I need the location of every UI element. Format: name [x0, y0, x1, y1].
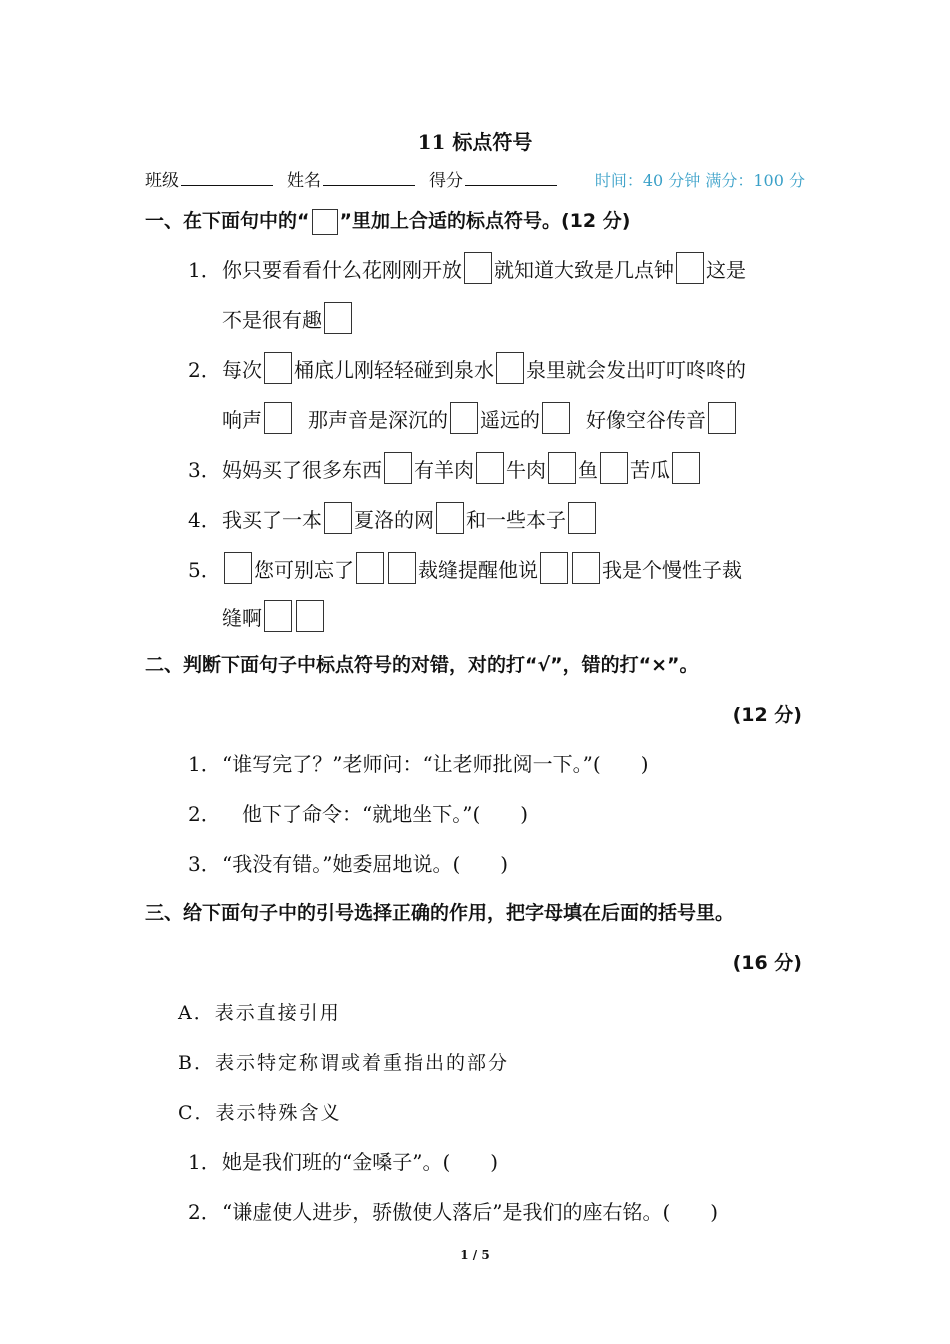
- q-text: 鱼: [578, 457, 598, 482]
- answer-box[interactable]: [264, 600, 292, 632]
- score-label: 得分: [429, 171, 463, 191]
- s2-item-2: [188, 798, 528, 827]
- s1-q1-line2: [222, 302, 354, 334]
- q-number: 1．: [188, 752, 221, 776]
- answer-box[interactable]: [464, 252, 492, 284]
- s1-q4-line: [188, 502, 598, 534]
- answer-box[interactable]: [600, 452, 628, 484]
- option-a: A．表示直接引用: [178, 1002, 341, 1024]
- answer-box[interactable]: [450, 402, 478, 434]
- s1-q2-line2: [222, 402, 738, 434]
- q-text: 每次: [222, 357, 262, 382]
- s1-q1-line1: [188, 252, 746, 284]
- name-blank[interactable]: [323, 184, 415, 186]
- q-text: 你只要看看什么花刚刚开放: [222, 257, 462, 282]
- answer-box[interactable]: [324, 302, 352, 334]
- q-text: 这是: [706, 257, 746, 282]
- q-number: 5．: [188, 557, 221, 582]
- q-number: 3．: [188, 852, 221, 876]
- q-text: 我是个慢性子裁: [602, 557, 742, 582]
- s1-q3-line: [188, 452, 702, 484]
- q-text: 裁缝提醒他说: [418, 557, 538, 582]
- q-text: 那声音是深沉的: [308, 407, 448, 432]
- s2-item-3: [188, 848, 508, 877]
- answer-box[interactable]: [264, 352, 292, 384]
- q-text: 泉里就会发出叮叮咚咚的: [526, 357, 746, 382]
- q-text: 就知道大致是几点钟: [494, 257, 674, 282]
- option-b: B．表示特定称谓或着重指出的部分: [178, 1052, 509, 1074]
- answer-box[interactable]: [324, 502, 352, 534]
- q-number: 2．: [188, 357, 221, 382]
- s3-item-2: [188, 1196, 718, 1225]
- section1-heading: [145, 206, 810, 235]
- answer-box[interactable]: [296, 600, 324, 632]
- section1-heading-a: 一、在下面句中的“: [145, 210, 310, 232]
- section2-score: (12 分): [732, 704, 802, 726]
- answer-box[interactable]: [708, 402, 736, 434]
- q-text: 缝啊: [222, 605, 262, 630]
- q-text: 和一些本子: [466, 507, 566, 532]
- answer-box[interactable]: [388, 552, 416, 584]
- q-number: 3．: [188, 457, 221, 482]
- answer-box[interactable]: [224, 552, 252, 584]
- section3-score: (16 分): [732, 952, 802, 974]
- q-text: 不是很有趣: [222, 307, 322, 332]
- q-number: 2．: [188, 1200, 221, 1224]
- q-text: 我买了一本: [222, 507, 322, 532]
- score-blank[interactable]: [465, 184, 557, 186]
- answer-box[interactable]: [356, 552, 384, 584]
- answer-box[interactable]: [436, 502, 464, 534]
- answer-box[interactable]: [676, 252, 704, 284]
- name-label: 姓名: [287, 171, 321, 191]
- q-text: 遥远的: [480, 407, 540, 432]
- answer-box[interactable]: [542, 402, 570, 434]
- page-title: 11 标点符号: [417, 130, 533, 154]
- s1-q2-line1: [188, 352, 746, 384]
- q-text: 响声: [222, 407, 262, 432]
- answer-box[interactable]: [476, 452, 504, 484]
- q-text[interactable]: 她是我们班的“金嗓子”。( ): [222, 1150, 499, 1174]
- answer-box[interactable]: [264, 402, 292, 434]
- class-field: [145, 166, 273, 191]
- q-number: 2．: [188, 802, 221, 826]
- q-text: 好像空谷传音: [586, 407, 706, 432]
- q-text[interactable]: 他下了命令：“就地坐下。”( ): [222, 802, 529, 826]
- student-info-line: [145, 166, 805, 191]
- q-number: 1．: [188, 257, 221, 282]
- class-blank[interactable]: [181, 184, 273, 186]
- answer-box[interactable]: [496, 352, 524, 384]
- q-number: 4．: [188, 507, 221, 532]
- q-number: 1．: [188, 1150, 221, 1174]
- s1-q5-line2: [222, 600, 326, 632]
- q-text[interactable]: “谁写完了？”老师问：“让老师批阅一下。”( ): [222, 752, 649, 776]
- section1-heading-b: ”里加上合适的标点符号。(12 分): [339, 210, 631, 232]
- s3-item-1: [188, 1146, 498, 1175]
- s2-item-1: [188, 748, 649, 777]
- s1-q5-line1: [188, 552, 742, 584]
- page-number: 1 / 5: [460, 1248, 490, 1262]
- time-score-meta: 时间：40 分钟 满分：100 分: [594, 171, 805, 190]
- option-c: C．表示特殊含义: [178, 1102, 342, 1124]
- section2-heading: 二、判断下面句子中标点符号的对错，对的打“√”，错的打“×”。: [145, 654, 699, 676]
- answer-box[interactable]: [548, 452, 576, 484]
- q-text: 桶底儿刚轻轻碰到泉水: [294, 357, 494, 382]
- answer-box[interactable]: [384, 452, 412, 484]
- answer-box[interactable]: [568, 502, 596, 534]
- q-text: 有羊肉: [414, 457, 474, 482]
- q-text: 您可别忘了: [254, 557, 354, 582]
- q-text: 妈妈买了很多东西: [222, 457, 382, 482]
- answer-box[interactable]: [540, 552, 568, 584]
- section3-heading: 三、给下面句子中的引号选择正确的作用，把字母填在后面的括号里。: [145, 902, 735, 924]
- example-box: [312, 209, 338, 235]
- q-text: 牛肉: [506, 457, 546, 482]
- answer-box[interactable]: [572, 552, 600, 584]
- name-field: [287, 166, 415, 191]
- q-text[interactable]: “谦虚使人进步，骄傲使人落后”是我们的座右铭。( ): [222, 1200, 719, 1224]
- q-text: 苦瓜: [630, 457, 670, 482]
- q-text: 夏洛的网: [354, 507, 434, 532]
- q-text[interactable]: “我没有错。”她委屈地说。( ): [222, 852, 509, 876]
- answer-box[interactable]: [672, 452, 700, 484]
- score-field: [429, 166, 557, 191]
- class-label: 班级: [145, 171, 179, 191]
